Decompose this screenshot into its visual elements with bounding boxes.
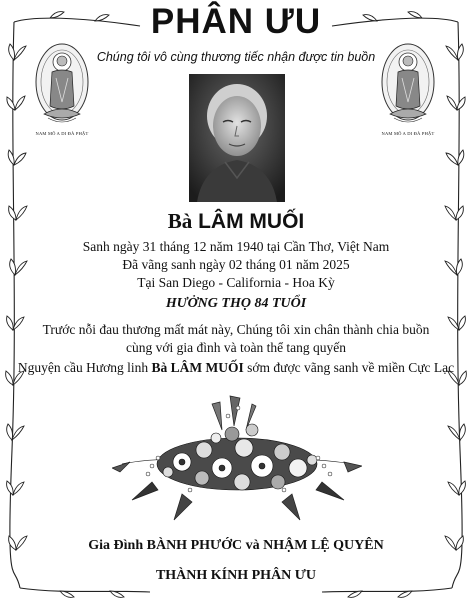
page-subtitle: Chúng tôi vô cùng thương tiếc nhận được tin buồn [96, 50, 376, 64]
prayer-start: Nguyện cầu Hương linh [17, 360, 152, 375]
flower-arrangement-icon [112, 394, 362, 529]
condolence-line-1: Trước nỗi đau thương mất mát này, Chúng tôi xin chân thành chia buồn [42, 322, 430, 337]
deceased-name [0, 209, 472, 234]
buddha-image-icon [34, 42, 90, 130]
family-signature: Gia Đình BÀNH PHƯỚC và NHẬM LỆ QUYÊN [88, 538, 384, 553]
buddha-image-icon [380, 42, 436, 130]
age-info: HƯỞNG THỌ 84 TUỔI [165, 296, 307, 311]
condolence-line-2: cùng với gia đình và toàn thể tang quyến [125, 340, 347, 355]
death-info: Đã vãng sanh ngày 02 tháng 01 năm 2025 [122, 257, 350, 272]
birth-info: Sanh ngày 31 tháng 12 năm 1940 tại Cần Thơ, Việt Nam [82, 239, 390, 254]
prayer-name: Bà LÂM MUỐI [151, 360, 244, 375]
buddha-caption-left: NAM MÔ A DI ĐÀ PHẬT [35, 131, 89, 136]
prayer-line [0, 360, 472, 376]
place-info: Tại San Diego - California - Hoa Kỳ [137, 275, 335, 290]
name-prefix: Bà [167, 209, 193, 233]
prayer-end: sớm được vãng sanh về miền Cực Lạc [243, 360, 455, 375]
buddha-image-right [380, 42, 436, 138]
buddha-image-left [34, 42, 90, 138]
page-title: PHÂN ƯU [150, 2, 322, 41]
name-text: LÂM MUỐI [198, 210, 305, 233]
buddha-caption-right: NAM MÔ A DI ĐÀ PHẬT [381, 131, 435, 136]
closing-text: THÀNH KÍNH PHÂN ƯU [155, 568, 317, 583]
portrait-photo [189, 74, 285, 202]
